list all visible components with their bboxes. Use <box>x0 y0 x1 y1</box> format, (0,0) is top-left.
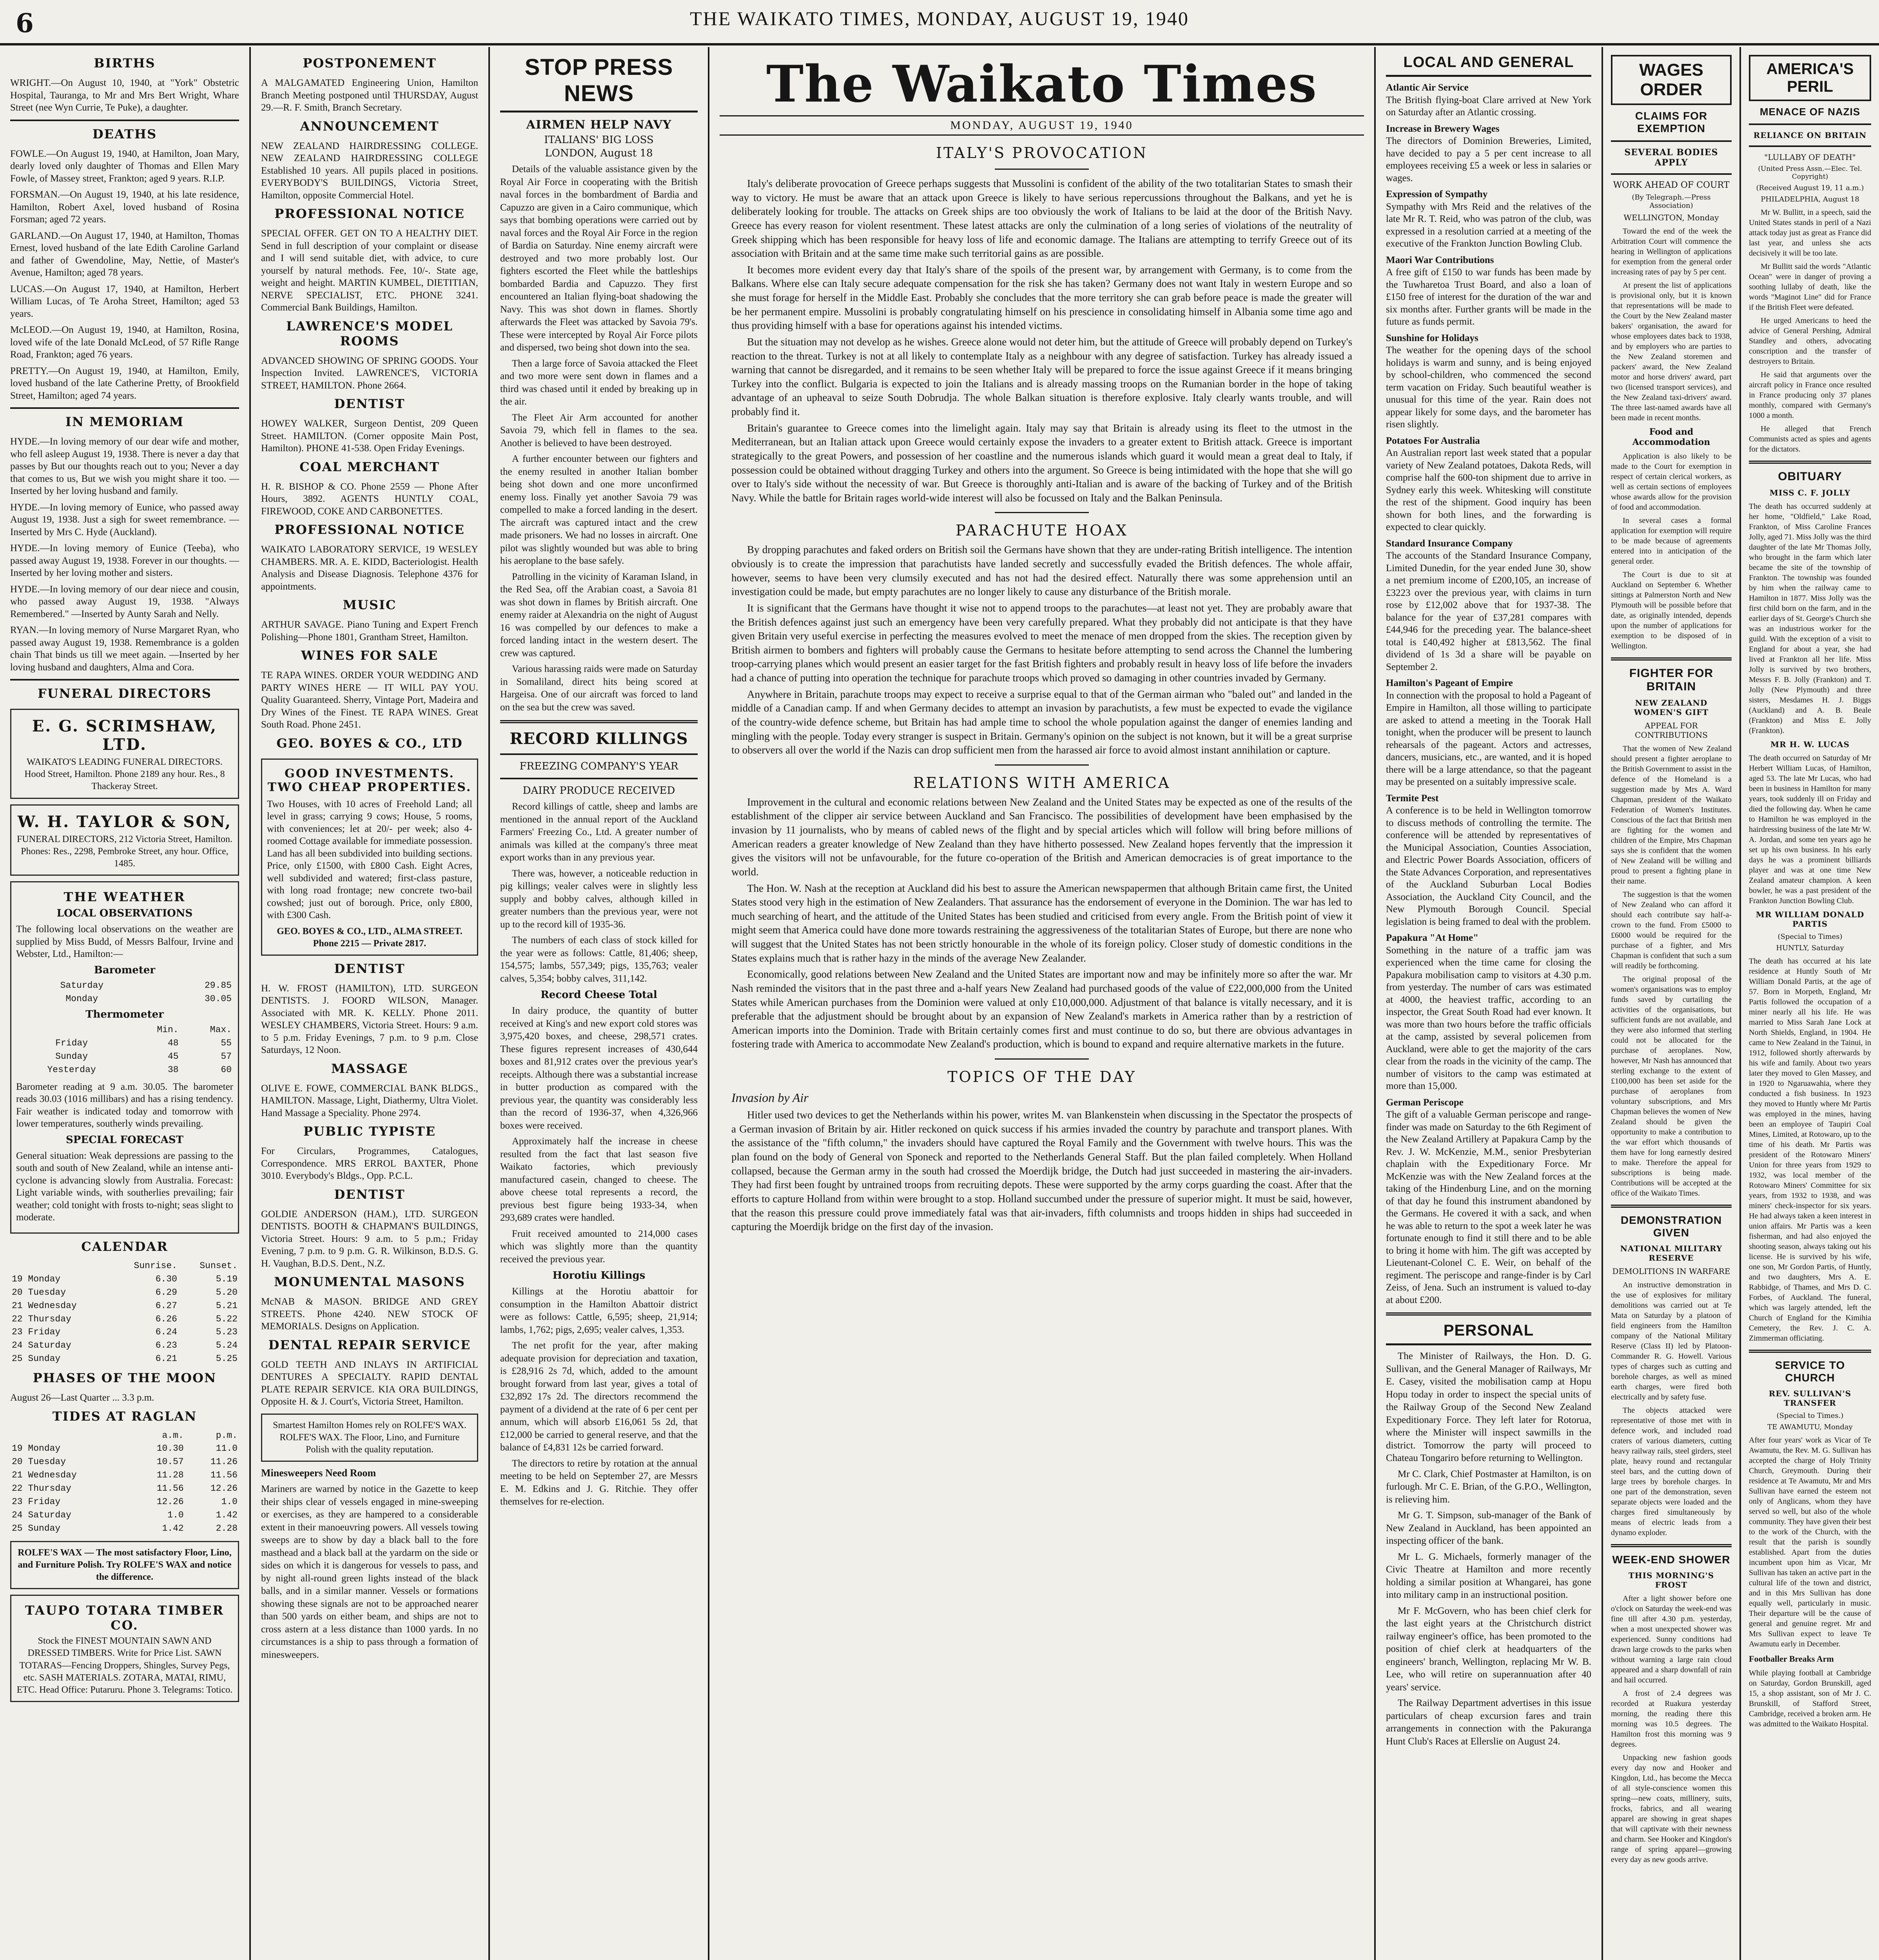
editorial-heading: TOPICS OF THE DAY <box>947 1068 1136 1085</box>
weather-heading: THE WEATHER <box>63 889 186 905</box>
memoriam-notice: HYDE.—In loving memory of our dear wife and mother, who fell asleep August 19, 1938. There is never a day that passes by But our thoughts reach out to you; Never a day that comes to us, But we wish you might share it too. —Inserted by her loving husband and family. <box>10 436 239 496</box>
death-notice: LUCAS.—On August 17, 1940, at Hamilton, Herbert William Lucas, of Te Aroha Street, Hamilton; aged 53 years. <box>10 283 239 319</box>
news-item: Maori War Contributions A free gift of £150 to war funds has been made by the Tuwharetoa Trust Board, and also a loan of £150 free of interest for the duration of the war and six months after. Further grants will be made in the future as funds permit. <box>1386 254 1591 327</box>
column-stop-press <box>490 47 709 1960</box>
table-row: 22 Thursday 6.26 5.22 <box>12 1314 238 1324</box>
wages-deck: CLAIMS FOR EXEMPTION <box>1635 110 1708 134</box>
weather-notes: Barometer reading at 9 a.m. 30.05. The barometer reads 30.03 (1016 millibars) and has a rising tendency. Fair weather is indicated today and tomorrow with lower temperatures, southerly winds prevailing. <box>16 1081 233 1129</box>
table-row: 24 Saturday 1.0 1.42 <box>12 1510 238 1520</box>
repair-heading: DENTAL REPAIR SERVICE <box>268 1337 471 1352</box>
moon-text: August 26—Last Quarter ... 3.3 p.m. <box>10 1392 154 1403</box>
typiste-heading: PUBLIC TYPISTE <box>303 1124 436 1139</box>
death-notice: FOWLE.—On August 19, 1940, at Hamilton, Joan Mary, dearly loved only daughter of Thomas and Ellen Mary Fowle, of Massey street, Frankton; aged 9 years. R.I.P. <box>10 148 239 184</box>
professional2-notice: WAIKATO LABORATORY SERVICE, 19 WESLEY CHAMBERS. MR. A. E. KIDD, Bacteriologist. Health Analysis and Disease Diagnosis. Telephone 4376 for appointments. <box>261 544 478 592</box>
table-row: Saturday 29.85 <box>60 980 232 991</box>
column-notices <box>0 47 251 1960</box>
news-item: Increase in Brewery Wages The directors of Dominion Breweries, Limited, have decided to pay a 5 per cent increase to all employees receiving £5 a week or less in salaries or wages. <box>1386 123 1591 183</box>
news-item: Standard Insurance Company The accounts of the Standard Insurance Company, Limited Dunedin, for the year ended June 30, show a net premium income of £200,105, an increase of £3223 over the previous year, with claims in turn rose by £12,002 above that for 1937-38. The balance for the year of £37,281 compares with £44,946 for the preceding year. The balance-sheet total is £40,492 higher at £813,562. The final dividend of 1s 3d a share will be payable on September 2. <box>1386 538 1591 672</box>
births-heading: BIRTHS <box>94 56 156 71</box>
wages-dateline: WELLINGTON, Monday <box>1623 213 1719 222</box>
table-row: 22 Thursday 11.56 12.26 <box>12 1483 238 1494</box>
funeral-ad <box>10 804 239 876</box>
taupo-timber-ad: TAUPO TOTARA TIMBER CO. Stock the FINEST MOUNTAIN SAWN AND DRESSED TIMBERS. Write for Price List. SAWN TOTARAS—Fencing Droppers, Shingles, Survey Pegs, etc. SASH MATERIALS. ZOTARA, MATAI, RIMU, ETC. Head Office: Putaruru. Phone 3. Telegrams: Totico. <box>10 1595 239 1702</box>
memoriam-heading: IN MEMORIAM <box>65 414 184 429</box>
massage-heading: MASSAGE <box>331 1061 408 1076</box>
running-head: THE WAIKATO TIMES, MONDAY, AUGUST 19, 1940 <box>690 7 1189 29</box>
news-item: Termite Pest A conference is to be held in Wellington tomorrow to discuss methods of controlling the termite. The conference will be attended by representatives of the Municipal Association, Counties Association, and Electric Power Boards Association, officers of the State Advances Corporation, and representatives of the Auckland Suburban Local Bodies Association, the Auckland City Council, and the New Plymouth Borough Council. Special legislation is being framed to deal with the problem. <box>1386 793 1591 927</box>
table-row: 25 Sunday 1.42 2.28 <box>12 1523 238 1534</box>
column-local-general <box>1376 47 1603 1960</box>
column-wages: WAGES ORDER CLAIMS FOR EXEMPTION SEVERAL BODIES APPLY WORK AHEAD OF COURT (By Telegraph.—Press Association) WELLINGTON, Monday Toward the end of the week the Arbitration Court will commence the hearing in Wellington of applications for exemption from the general order increasing rates of pay by 5 per cent. At present the list of applications is provisional only, but it is known that representations will be made to the Court by the New Zealand master bakers' organisation, the award for whose employees dates back to 1938, and by employers who are parties to the New Zealand storemen and packers' award, the New Zealand motor and horse drivers' award, part two (licensed transport services), and the New Zealand taxi-drivers' award. The three last-named awards have all been made in recent months. Food and Accommodation Application is also likely to be made to the Court for exemption in respect of certain clerical workers, as well as certain sections of employees whose awards allow for the provision of food and accommodation. In several cases a formal application for exemption will require to be made because of agreements entered into in anticipation of the general order. The Court is due to sit at Auckland on September 6. Whether sittings at Palmerston North and New Plymouth will be possible before that date, as originally intended, depends upon the number of applications for exemption to be disposed of in Wellington. FIGHTER FOR BRITAIN NEW ZEALAND WOMEN'S GIFT APPEAL FOR CONTRIBUTIONS That the women of New Zealand should present a fighter aeroplane to the British Government to assist in the defence of the Homeland is a suggestion made by Mrs A. Ward Chapman, president of the Waikato Federation of Women's Institutes. Conscious of the fact that British men are fighting for the women and children of the Empire, Mrs Chapman says she is confident that the women of New Zealand will be willing and proud to present a fighting plane in their name. The suggestion is that the women of New Zealand who can afford it should each contribute say half-a-crown to the fund. From £5000 to £6000 would be required for the purchase of a fighter, and Mrs Chapman is confident that such a sum will readily be forthcoming. The original proposal of the women's organisations was to employ funds saved by curtailing the activities of the organisations, but sufficient funds are not available, and they were also informed that sterling could not be allocated for the purchase of aeroplanes. Now, however, Mr Nash has announced that sterling exchange to the extent of £100,000 has been set aside for the purchase of aeroplanes from voluntary subscriptions, and Mrs Chapman believes the women of New Zealand should be given the opportunity to make a contribution to the war effort which thousands of them have for long earnestly desired to make. Therefore the appeal for subscriptions is being made. Contributions will be accepted at the office of the Waikato Times. DEMONSTRATION GIVEN NATIONAL MILITARY RESERVE DEMOLITIONS IN WARFARE An instructive demonstration in the use of explosives for military demolitions was carried out at Te Mata on Saturday by a platoon of field engineers from the Hamilton company of the National Military Reserve (Class II) led by Platoon-Commander R. G. Howell. Various types of charges such as cutting and borehole charges, as well as mined earth charges, were fired both electrically and by safety fuse. The objects attacked were representative of those met with in defence work, and included road craters of various diameters, cutting heavy railway rails, steel girders, steel plate, heavy round and rectangular steel bars, and the cutting down of large trees by borehole charges. In one part of the demonstration, seven separate objects were loaded and the charges fired simultaneously by means of electric leads from a dynamo exploder. WEEK-END SHOWER THIS MORNING'S FROST After a light shower before one o'clock on Saturday the week-end was fine till after 4.30 p.m. yesterday, when a most unexpected shower was experienced. Sunny conditions had drawn large crowds to the parks when without warning a large rain cloud appeared and a sharp downfall of rain and hail occurred. A frost of 2.4 degrees was recorded at Ruakura yesterday morning, the reading there this morning was 10.5 degrees. The Hamilton frost this morning was 9 degrees. Unpacking new fashion goods every day now and Hooker and Kingdon, Ltd., has become the Mecca of all style-conscience women this spring—new coats, millinery, suits, frocks, fabrics, and all wearing apparel are showing in great shapes that will captivate with their newness and charm. See Hooker and Kingdon's range of spring apparel—growing every day as new goods arrive. <box>1603 47 1741 1960</box>
professional-heading: PROFESSIONAL NOTICE <box>274 206 465 221</box>
wines-heading: WINES FOR SALE <box>301 648 438 663</box>
masthead: The Waikato Times <box>766 55 1317 114</box>
column-america: AMERICA'S PERIL MENACE OF NAZIS RELIANCE ON BRITAIN "LULLABY OF DEATH" (United Press Assn.—Elec. Tel. Copyright) (Received August 19, 11 a.m.) PHILADELPHIA, August 18 Mr W. Bullitt, in a speech, said the United States stands in peril of a Nazi attack today just as great as France did last year, and unless she acts decisively it will be too late. Mr Bullitt said the words "Atlantic Ocean" were in danger of proving a soothing lullaby of death, like the words "Maginot Line" did for France if the British Fleet were defeated. He urged Americans to heed the advice of General Pershing, Admiral Standley and others, advocating conscription and the transfer of destroyers to Britain. He said that arguments over the aircraft policy in France once resulted in France producing only 37 planes monthly, compared with Germany's 1000 a month. He alleged that French Communists acted as spies and agents for the dictators. OBITUARY MISS C. F. JOLLY The death has occurred suddenly at her home, "Oldfield," Lake Road, Frankton, of Miss Caroline Frances Jolly, aged 71. Miss Jolly was the third daughter of the late Mr Thomas Jolly, who brought in the farm which later became the site of the township of Frankton. The township was founded by him when the railway came to Hamilton in 1877. Miss Jolly was the first child born on the farm, and in the earlier days of St. George's Church she was an industrious worker for the guild. With the exception of a visit to England for about a year, she had lived at Frankton all her life. Miss Jolly is survived by two brothers, Messrs F. B. Jolly (Frankton) and T. Jolly (New Plymouth) and three sisters, Mesdames H. J. Biggs (Auckland) and A. B. Beale (Frankton) and Miss E. Jolly (Frankton). MR H. W. LUCAS The death occurred on Saturday of Mr Herbert William Lucas, of Hamilton, aged 53. The late Mr Lucas, who had been in business in Hamilton for many years, took suddenly ill on Friday and died the following day. When he came to Hamilton he was employed in the hairdressing business of the late Mr W. A. Jordan, and some ten years ago he set up his own business. In his early days he was a prominent billiards player and was at one time New Zealand amateur champion. A keen bowler, he was a past president of the Frankton Junction Bowling Club. MR WILLIAM DONALD PARTIS (Special to Times) HUNTLY, Saturday The death has occurred at his late residence at Huntly South of Mr William Donald Partis, at the age of 57. Born in Morpeth, England, Mr Partis followed the occupation of a miner nearly all his life. He was married to Miss Sarah Jane Lock at North Shields, England, in 1904. He came to New Zealand in the Tainui, in 1912, followed shortly afterwards by his wife and family. About two years later they moved to Glen Massey, and in 1920 to Ngaruawahia, where they conducted a fish business. In 1923 they moved to Huntly where Mr Partis was employed in the mines, having been an employee of Taupiri Coal Mines, Limited, at Rotowaro, up to the time of his death. Mr Partis was president of the Rotowaro Miners' Union for three years from 1929 to 1932, was local member of the Rotowaro Miners' Committee for six years, from 1932 to 1938, and was miners' check-inspector for six years. He had always taken a keen interest in union affairs. Mr Partis was a keen fisherman, and had also enjoyed the shooting season, always taking out his license. He is survived by his wife, one son, Mr Gordon Partis, of Huntly, and two daughters, Mrs A. E. Rabbidge, of Thames, and Mrs D. C. Forbes, of Auckland. The funeral, which was largely attended, left the Church of England for the Kimihia Cemetery, the Rev. J. C. A. Zimmerman officiating. SERVICE TO CHURCH REV. SULLIVAN'S TRANSFER (Special to Times.) TE AWAMUTU, Monday After four years' work as Vicar of Te Awamutu, the Rev. M. G. Sullivan has accepted the charge of Holy Trinity Church, Greymouth. During their residence at Te Awamutu, Mr and Mrs Sullivan have earned the esteem not only of Anglicans, whom they have served so well, but also of the whole community. They have given their best to the work of the Church, with the result that the parish is soundly established. Apart from the duties incumbent upon him as Vicar, Mr Sullivan has taken an active part in the cultural life of the town and district, and in this Mrs Sullivan has done equally well, particularly in music. Their departure will be the cause of general and genuine regret. Mr and Mrs Sullivan expect to leave Te Awamutu early in December. Footballer Breaks Arm While playing football at Cambridge on Saturday, Gordon Brunskill, aged 15, a shop assistant, son of Mr J. C. Brunskill, of Stafford Street, Cambridge, received a broken arm. He was admitted to the Waikato Hospital. <box>1741 47 1879 1960</box>
table-row: 23 Friday 12.26 1.0 <box>12 1497 238 1507</box>
personal-banner: PERSONAL <box>1386 1322 1591 1345</box>
record-killings-sub: FREEZING COMPANY'S YEAR <box>519 760 678 772</box>
professional-notice: SPECIAL OFFER. GET ON TO A HEALTHY DIET. Send in full description of your complaint or disease and I will send suitable diet, with advice, to cure yourself by natural methods. Fee, 10/-. State age, weight and height. MARTIN KUMBEL, DIETITIAN, NERVE SPECIALIST, ETC. PHONE 3241. Commercial Bank Buildings, Hamilton. <box>261 228 478 313</box>
coal-heading: COAL MERCHANT <box>299 459 440 474</box>
professional2-heading: PROFESSIONAL NOTICE <box>274 522 465 537</box>
table-row: Min. Max. <box>157 1025 232 1035</box>
wages-deck-2: SEVERAL BODIES APPLY <box>1624 147 1718 168</box>
editorial-body: Italy's deliberate provocation of Greece perhaps suggests that Mussolini is confident of the ability of the two totalitarian States to smash their way to victory. He must be aware that an attack upon Greece is likely to have serious repercussions throughout the Balkans, and yet he is deliberately looking for trouble. The attacks on Greek ships are too obviously the work of Italians to be laid at the door of the British Navy. Greece has every reason for violent resentment. These latest attacks are only the culmination of a long series of violations of the neutrality of Greek shipping which has been responsible for heavy loss of life and economic damage. The Italians are attempting to terrify Greece out of its association with Britain and at the same time make such territorial gains as are possible. It becomes more evident every day that Italy's share of the spoils of the present war, by arrangement with Germany, is to come from the Balkans. Where else can Italy secure adequate compensation for the risk she has taken? Germany does not want Italy in western Europe and so she must forage for herself in the Middle East. Probably she concludes that the more territory she can grab before peace is made the greater will be her permanent empire. Mussolini is probably congratulating himself on his prescience in consolidating himself in Albania some time ago and thus providing himself with a base for operations against his intended victims. But the situation may not develop as he wishes. Greece alone would not deter him, but the attitude of Greece will probably depend on Turkey's reaction to the threat. Turkey is not at all likely to contemplate Italy as a neighbour with any degree of satisfaction. Turkey has already issued a warning that cannot be disregarded, and it remains to be seen whether Italy will be prepared to force the issue against Greece if it means bringing Turkey into the conflict. Bulgaria is expected to join the Italians and is already massing troops on the Rumanian border in the hope of taking advantage of an upheaval to seize South Dobrudja. The whole Balkan situation is therefore explosive. Italy clearly wants trouble, and will probably find it. Britain's guarantee to Greece comes into the limelight again. Italy may say that Britain is already using its fleet to the utmost in the Mediterranean, but an Italian attack upon Greece would certainly expose the invaders to a greater extent to British attack. Greece is important strategically to the great Powers, and possession of her coastline and the numerous islands which guard it would mean a great deal to Italy, if possession could be obtained without dragging Turkey and others into the argument. So Greece is being intimidated with the hope that she will go over to Italy's side without the necessity of war. But Greece is thoroughly anti-Italian and is aware of the backing of Turkey and of the British Navy. While the battle for Britain rages world-wide interest will also be focussed on Italy and the Balkan Peninsula. <box>731 178 1352 504</box>
stop-press-banner: STOP PRESS NEWS <box>500 54 698 113</box>
page-header <box>0 0 1879 45</box>
table-row: Friday 48 55 <box>55 1038 232 1049</box>
editorial-body: Improvement in the cultural and economic relations between New Zealand and the United States may be expected as one of the results of the establishment of the clipper air service between Auckland and San Francisco. The possibilities of development have been emphasised by the invasion by 11 journalists, who by means of cabled news of the flight and by special articles which will follow will bring before millions of American readers a greater knowledge of New Zealand than they have hitherto possessed. New Zealand hopes fervently that the impression it gives the visitors will not be unfavourable, for the future co-operation of the British and American democracies is of great importance to the world. The Hon. W. Nash at the reception at Auckland did his best to assure the American newspapermen that although Britain came first, the United States stood very high in the estimation of New Zealanders. That assurance has the endorsement of everyone in the Dominion. The war has led to much searching of heart, and the attitude of the United States has been studied and criticised from every angle. From the British point of view it might seem that America could have done more towards restraining the aggressiveness of the totalitarian States of Europe, but there are none who will suggest that the United States has not been strictly honourable in the whole of its foreign policy. Closer study of domestic conditions in the States explains much that is rather hazy in the minds of the average New Zealander. Economically, good relations between New Zealand and the United States are important now and may be infinitely more so after the war. Mr Nash reminded the visitors that in the past three and a-half years New Zealand had purchased goods of the value of £22,000,000 from the United States while American purchases from the Dominion were valued at only £10,000,000. Adjustment of that balance is vitally necessary, and it is preferable that the adjustment should be brought about by an expansion of New Zealand's markets in America rather than by a restriction of American imports into the Dominion. Trade with Britain certainly comes first and must continue to do so, but there are obvious advantages in fostering trade with America to accommodate New Zealand's production, which is bound to expand and require alternative markets in the future. <box>731 796 1352 1050</box>
america-banner: AMERICA'S PERIL <box>1749 55 1871 101</box>
local-general-banner: LOCAL AND GENERAL <box>1386 54 1591 77</box>
funeral-ad-name: W. H. TAYLOR & SON, <box>17 812 232 831</box>
weather-subheading: LOCAL OBSERVATIONS <box>56 907 193 920</box>
news-item: Atlantic Air Service The British flying-boat Clare arrived at New York on Saturday after an Atlantic crossing. <box>1386 82 1591 118</box>
funeral-ad-text: FUNERAL DIRECTORS, 212 Victoria Street, Hamilton. Phones: Res., 2298, Pembroke Street, any hour. Office, 1485. <box>16 834 233 869</box>
news-item: German Periscope The gift of a valuable German periscope and range-finder was made on Saturday to the 6th Regiment of the New Zealand Artillery at Papakura Camp by the Rev. J. W. McKenzie, M.M., senior Presbyterian chaplain with the Expeditionary Force. Mr McKenzie was with the New Zealand forces at the taking of the Hindenburg Line, and on the morning of that day he found this instrument abandoned by the Germans. He covered it with a sack, and when he was able to return to the spot a week later he was fortunate enough to find it still there and to be able to bring it home with him. The gift was accepted by Lieutenant-Colonel C. E. Weir, on behalf of the regiment. The periscope and range-finder is by Carl Zeiss, of Jena. Such an instrument is valued to-day at about £200. <box>1386 1097 1591 1305</box>
wages-banner: WAGES ORDER <box>1611 55 1732 105</box>
coal-notice: H. R. BISHOP & CO. Phone 2559 — Phone After Hours, 3892. AGENTS HUNTLY COAL, FIREWOOD, COKE AND CARBONETTES. <box>261 481 478 517</box>
table-row: 19 Monday 10.30 11.0 <box>12 1443 238 1454</box>
news-item: Expression of Sympathy Sympathy with Mrs Reid and the relatives of the late Mr R. T. Reid, who was patron of the club, was expressed in a resolution carried at a meeting of the executive of the Frankton Junction Bowling Club. <box>1386 189 1591 249</box>
wages-deck-3: WORK AHEAD OF COURT <box>1613 180 1730 190</box>
funeral-heading: FUNERAL DIRECTORS <box>38 686 212 701</box>
announcement-notice: NEW ZEALAND HAIRDRESSING COLLEGE. NEW ZEALAND HAIRDRESSING COLLEGE Established 10 years. All pupils placed in positions. EVERYBODY'S BUILDINGS, Victoria Street, Hamilton, opposite Commercial Hotel. <box>261 140 478 201</box>
lawrence-heading: LAWRENCE'S MODEL ROOMS <box>286 318 453 348</box>
editorial-heading: ITALY'S PROVOCATION <box>936 144 1148 162</box>
death-notice: GARLAND.—On August 17, 1940, at Hamilton, Thomas Ernest, loved husband of the late Edith Caroline Garland and father of Gwendoline, May, Nettie, of Master's Avenue, Hamilton; aged 78 years. <box>10 230 239 278</box>
funeral-ad-text: WAIKATO'S LEADING FUNERAL DIRECTORS. Hood Street, Hamilton. Phone 2189 any hour. Res., 8 Thackeray Street. <box>24 757 225 792</box>
deaths-heading: DEATHS <box>92 126 157 142</box>
column-right <box>1603 47 1879 1960</box>
news-item: Hamilton's Pageant of Empire In connection with the proposal to hold a Pageant of Empire in Hamilton, all those willing to participate are asked to attend a meeting in the Toorak Hall tonight, when the producer will be present to launch rehearsals of the pageant. Actors and actresses, dancers, musicians, etc., are wanted, and it is hoped there will be a large attendance, so that the pageant may be presented on a suitably impressive scale. <box>1386 678 1591 787</box>
wines-notice: TE RAPA WINES. ORDER YOUR WEDDING AND PARTY WINES HERE — IT WILL PAY YOU. Quality Guaranteed. Sherry, Vintage Port, Madeira and Dry Wines of the Finest. TE RAPA WINES. Great South Road. Phone 2451. <box>261 670 478 730</box>
postponement-notice: A MALGAMATED Engineering Union, Hamilton Branch Meeting postponed until THURSDAY, August 29.—R. F. Smith, Branch Secretary. <box>261 78 478 113</box>
story-body: Details of the valuable assistance given by the Royal Air Force in cooperating with the British naval forces in the bombardment of Bardia and Capuzzo are given in a Cairo communique, which says that bombing operations were carried out by naval forces and the Royal Air Force in the region of Bardia on Saturday. Nine enemy aircraft were destroyed and two more probably lost. Our fighters escorted the Fleet while the battleships bombarded Bardia and Capuzzo. They first encountered an Italian flying-boat shadowing the Navy. This was shot down in flames. Shortly afterwards the Fleet was attacked by Savoia 79's. These were intercepted by Royal Air Force pilots and dispersed, two being shot down into the sea. Then a large force of Savoia attacked the Fleet and two more were sent down in flames and a third was chased until it ended by breaking up in the air. The Fleet Air Arm accounted for another Savoia 79, which fell in flames to the sea. Another is believed to have been destroyed. A further encounter between our fighters and the enemy resulted in another Italian bomber being shot down and one more unconfirmed enemy loss. Finally yet another Savoia 79 was compelled to make a forced landing in the desert. The aircraft was captured intact and the crew made prisoners. We had no losses in aircraft. One pilot was slightly wounded but was able to bring his aeroplane to the base safely. Patrolling in the vicinity of Karaman Island, in the Red Sea, off the Arabian coast, a Savoia 81 was shot down in flames by British aircraft. One enemy raider at Alexandria on the night of August 16 was compelled by our defences to make a forced landing intact in the western desert. The crew was captured. Various harassing raids were made on Saturday in Somaliland, direct hits being scored at Hargeisa. One of our aircraft was forced to land on the sea but the crew was saved. <box>500 164 698 713</box>
wages-credit: (By Telegraph.—Press Association) <box>1632 193 1711 210</box>
dentist2-heading: DENTIST <box>334 961 405 976</box>
thermometer-heading: Thermometer <box>85 1009 164 1021</box>
music-heading: MUSIC <box>343 597 397 612</box>
typiste-notice: For Circulars, Programmes, Catalogues, Correspondence. MRS ERROL BAXTER, Phone 3010. Everybody's Bldgs., Opp. P.C.L. <box>261 1146 478 1181</box>
record-killings-headline: RECORD KILLINGS <box>510 730 688 748</box>
table-row: 21 Wednesday 6.27 5.21 <box>12 1300 238 1311</box>
table-row: Yesterday 38 60 <box>47 1065 232 1075</box>
postponement-heading: POSTPONEMENT <box>303 56 437 71</box>
horotiu-body: Killings at the Horotiu abattoir for consumption in the Hamilton Abattoir district were as follows: Cattle, 6,595; sheep, 21,914; lambs, 1,762; pigs, 2,695; vealer calves, 1,353. The net profit for the year, after making adequate provision for depreciation and taxation, is £28,916 2s 7d, which, added to the amount brought forward from last year, gives a total of £32,892 17s 2d. The directors recommend the payment of a dividend at the rate of 6 per cent per annum, which will absorb £16,061 5s 2d, that £12,000 be carried to general reserve, and that the balance of £4,831 12s be carried forward. The directors to retire by rotation at the annual meeting to be held on September 27, are Messrs E. M. Edkins and J. G. Ritchie. They offer themselves for re-election. <box>500 1286 698 1507</box>
editorial-body: By dropping parachutes and faked orders on British soil the Germans have shown that they are under-rating British intelligence. The intention obviously is to create the impression that parachutists have landed secretly and successfully evaded the British defences. The whole affair, however, seems to have been very clumsily executed and has not had the desired effect. Naturally there was some apprehension until an investigation could be made, but empty parachutes are no longer likely to cause any disturbance of the British morale. It is significant that the Germans have thought it wise not to append troops to the parachutes—at least not yet. They are probably aware that the British defences against just such an emergency have been very carefully prepared. What they probably did not anticipate is that they have given Britain very useful exercise in perfecting the measures evolved to meet the menace of men dropped from the skies. The reception given by British airmen to bombers and fighters will probably cause the Germans to hesitate before attempting to send across the Channel the lumbering troop-carrying planes which would present an easier target for the fast British fighters and probably result in heavy loss of life before the invaders had a chance of putting into operation the technique for parachute troops which proved so damaging in other countries invaded by Germany. Anywhere in Britain, parachute troops may expect to receive a surprise equal to that of the German airman who "baled out" and landed in the middle of a Canadian camp. If and when Germany decides to attempt an invasion by parachutists, a few must be expected to evade the vigilance of the country-wide defence scheme, but Britain has had ample time to school the whole population against the danger of enemies landing and mingling with the people. Today every stranger is suspect in Britain. Germany's opinion on the subject is not known, but it will be a great surprise to observers all over the world if the Nazis can drop sufficient men from the harassed air force to avoid almost instant annihilation or capture. <box>731 544 1352 756</box>
fighter-banner: FIGHTER FOR BRITAIN <box>1629 667 1714 693</box>
rolfes-wax-ad-2: Smartest Hamilton Homes rely on ROLFE'S WAX. ROLFE'S WAX. The Floor, Lino, and Furniture Polish with the quality reputation. <box>261 1414 478 1462</box>
announcement-heading: ANNOUNCEMENT <box>300 118 439 134</box>
massage-notice: OLIVE E. FOWE, COMMERCIAL BANK BLDGS., HAMILTON. Massage, Light, Diathermy, Ultra Violet. Hand Massage a Speciality. Phone 2974. <box>261 1083 478 1118</box>
boyes-ad: GOOD INVESTMENTS. TWO CHEAP PROPERTIES. Two Houses, with 10 acres of Freehold Land; all level in grass; carrying 9 cows; House, 5 rooms, with conveniences; let at 20/- per week; also 4-roomed Cottage available for immediate possession. Land has all been subdivided into building sections. Price, only £1500, with £800 Cash. Eight Acres, well subdivided and watered; first-class pasture, with long road frontage; new concrete two-bail cowshed; just out of borough. Price, only £800, with £300 Cash. GEO. BOYES & CO., LTD., ALMA STREET. Phone 2215 — Private 2817. <box>261 759 478 956</box>
calendar-heading: CALENDAR <box>81 1239 168 1254</box>
dentist-heading: DENTIST <box>334 396 405 411</box>
repair-notice: GOLD TEETH AND INLAYS IN ARTIFICIAL DENTURES A SPECIALTY. RAPID DENTAL PLATE REPAIR SERVICE. KIA ORA BUILDINGS, Opposite H. & J. Court's, Victoria Street, Hamilton. <box>261 1359 478 1407</box>
table-row: Sunday 45 57 <box>55 1051 232 1062</box>
boyes-heading: GEO. BOYES & CO., LTD <box>276 735 463 751</box>
record-killings-sub2: DAIRY PRODUCE RECEIVED <box>522 785 675 797</box>
monumental-notice: McNAB & MASON. BRIDGE AND GREY STREETS. Phone 4240. NEW STOCK OF MEMORIALS. Designs on Application. <box>261 1296 478 1332</box>
news-item: Sunshine for Holidays The weather for the opening days of the school holidays is warm and sunny, and is being enjoyed by school-children, who commenced the second term vacation on Friday. Such beautiful weather is unusual for this time of the year. Rain does not appear likely for some days, and the barometer has risen slightly. <box>1386 332 1591 430</box>
lawrence-notice: ADVANCED SHOWING OF SPRING GOODS. Your Inspection Invited. LAWRENCE'S, VICTORIA STREET, HAMILTON. Phone 2664. <box>261 355 478 391</box>
record-killings-body: Record killings of cattle, sheep and lambs are mentioned in the annual report of the Auckland Farmers' Freezing Co., Ltd. A greater number of animals was killed at the company's three meat export works than in any previous year. There was, however, a noticeable reduction in pig killings; vealer calves were in slightly less supply and bobby calves, although killed in greater numbers than the previous year, were not up to the record kill of 1935-36. The numbers of each class of stock killed for the year were as follows: Cattle, 81,406; sheep, 154,575; lambs, 557,349; pigs, 135,763; vealer calves, 5,354; bobby calves, 311,142. <box>500 801 698 984</box>
weather-box <box>10 881 239 1234</box>
dentist2-notice: H. W. FROST (HAMILTON), LTD. SURGEON DENTISTS. J. FOORD WILSON, Manager. Associated with MR. K. KELLY. Phone 2011. WESLEY CHAMBERS, Victoria Street. Hours: 9 a.m. to 5 p.m. Friday Evenings, 7 p.m. to 9 p.m. Close Saturdays, 12 Noon. <box>261 983 478 1056</box>
story-headline: AIRMEN HELP NAVY <box>526 118 672 132</box>
table-row: Sunrise. Sunset. <box>134 1260 238 1271</box>
birth-notice: WRIGHT.—On August 10, 1940, at "York" Obstetric Hospital, Tauranga, to Mr and Mrs Bert Wright, Whare Street (nee Wyn Currie, Te Puke), a daughter. <box>10 78 239 113</box>
memoriam-notice: HYDE.—In loving memory of Eunice (Teeba), who passed away August 19, 1938. Forever in our thoughts. —Inserted by her loving mother and sisters. <box>10 543 239 578</box>
table-row: 20 Tuesday 10.57 11.26 <box>12 1457 238 1467</box>
dentist3-heading: DENTIST <box>334 1187 405 1202</box>
barometer-table <box>16 979 233 1006</box>
death-notice: FORSMAN.—On August 19, 1940, at his late residence, Hamilton, Robert Axel, loved husband of Rosina Forsman; aged 72 years. <box>10 189 239 225</box>
dentist-notice: HOWEY WALKER, Surgeon Dentist, 209 Queen Street. HAMILTON. (Corner opposite Main Post, Hamilton). PHONE 41-538. Open Friday Evenings. <box>261 418 478 454</box>
table-row: 21 Wednesday 11.28 11.56 <box>12 1470 238 1481</box>
church-banner: SERVICE TO CHURCH <box>1775 1359 1845 1384</box>
tides-heading: TIDES AT RAGLAN <box>52 1408 197 1424</box>
story-subheadline: ITALIANS' BIG LOSS <box>544 134 654 146</box>
funeral-ad-name: E. G. SCRIMSHAW, LTD. <box>32 717 218 754</box>
music-notice: ARTHUR SAVAGE. Piano Tuning and Expert French Polishing—Phone 1801, Grantham Street, Hamilton. <box>261 619 478 642</box>
tides-table <box>10 1429 239 1535</box>
editorial-dateline: MONDAY, AUGUST 19, 1940 <box>720 115 1364 136</box>
memoriam-notice: HYDE.—In loving memory of Eunice, who passed away August 19, 1938. Just a sigh for sweet remembrance. —Inserted by Mrs C. Hyde (Auckland). <box>10 502 239 537</box>
cheese-subheading: Record Cheese Total <box>540 989 657 1001</box>
minesweepers-heading: Minesweepers Need Room <box>261 1467 376 1479</box>
funeral-ad <box>10 709 239 799</box>
forecast-heading: SPECIAL FORECAST <box>65 1134 184 1146</box>
table-row: 23 Friday 6.24 5.23 <box>12 1327 238 1338</box>
table-row: 19 Monday 6.30 5.19 <box>12 1274 238 1284</box>
moon-heading: PHASES OF THE MOON <box>33 1370 217 1386</box>
editorial-body: Invasion by Air Hitler used two devices to get the Netherlands within his power, writes M. van Blankenstein when discussing in the Spectator the prospects of a German invasion of Britain by air. Hitler reckoned on quick success if his armies invaded the country by parachute and transport planes. With the assistance of the "fifth column," the invaders should have captured the Royal Family and the Government with twelve hours. This was the plan found on the body of General von Sponeck and reported to the Netherlands General Staff. But the plan failed completely. When Holland collapsed, because the German army in the south had crossed the Moerdijk bridge, the Dutch had just succeeded in mastering the air-invaders. They had first been fought by untrained troops from recruiting depots. These were supported by the army corps guarding the coast. After that the efforts to capture Holland from within were brought to a stop. Holland succumbed under the pressure of superior might. It must be said, however, that the reason this pressure could prove immediately fatal was that air-invaders, fifth columnists and troops hidden in ships had succeeded in capturing the Moerdijk bridge on the first day of the invasion. <box>731 1091 1352 1233</box>
table-row: Monday 30.05 <box>65 993 232 1004</box>
obituary-banner: OBITUARY <box>1778 470 1842 483</box>
death-notice: PRETTY.—On August 19, 1940, at Hamilton, Emily, loved husband of the late Catherine Pretty, of Brookfield Street, Hamilton; aged 74 years. <box>10 365 239 401</box>
barometer-heading: Barometer <box>94 964 156 976</box>
table-row: 20 Tuesday 6.29 5.20 <box>12 1287 238 1298</box>
memoriam-notice: HYDE.—In loving memory of our dear niece and cousin, who passed away August 19, 1938. "Always Remembered." —Inserted by Aunty Sarah and Nelly. <box>10 584 239 619</box>
shower-banner: WEEK-END SHOWER <box>1612 1553 1730 1566</box>
column-classifieds <box>251 47 490 1960</box>
rolfes-wax-ad: ROLFE'S WAX — The most satisfactory Floor, Lino, and Furniture Polish. Try ROLFE'S WAX and notice the difference. <box>10 1541 239 1590</box>
forecast-text: General situation: Weak depressions are passing to the south and south of New Zealand, while an intense anti-cyclone is advancing slowly from Australia. Forecast: Light variable winds, with southerlies prevailing; fair weather; cold tonight with frosts to-night; seas slight to moderate. <box>16 1150 233 1223</box>
column-editorial <box>709 47 1376 1960</box>
page-number: 6 <box>16 8 34 38</box>
monumental-heading: MONUMENTAL MASONS <box>274 1274 465 1290</box>
minesweepers-text: Mariners are warned by notice in the Gazette to keep their ships clear of vessels engaged in mine-sweeping or exercises, as they are hampered to a considerable extent in their manoeuvring powers. All vessels towing sweeps are to show by day a black ball to the fore masthead and a black ball at the yardarm on the side or sides on which it is dangerous for vessels to pass, and by night all-round green lights instead of the black balls, and in a similar manner. Vessels or formations showing these signals are not to be approached nearer than 500 yards on either beam, and ships are not to cross astern at a less distance than 1000 yards. In no circumstances is a ship to pass through a formation of minesweepers. <box>261 1484 478 1660</box>
demo-banner: DEMONSTRATION GIVEN <box>1620 1214 1722 1239</box>
table-row: 25 Sunday 6.21 5.25 <box>12 1354 238 1364</box>
news-item: Papakura "At Home" Something in the nature of a traffic jam was experienced when the time came for closing the Papakura mobilisation camp to visitors at 4.30 p.m. from yesterday. The number of cars was estimated at 4000, the heaviest traffic, according to an inspector, the Great South Road had ever known. It was more than two hours before the traffic officials at the camp, assisted by several policemen from Auckland, were able to get the majority of the cars clear from the roads in the vicinity of the camp. The number of visitors to the camp was estimated at more than 15,000. <box>1386 933 1591 1091</box>
calendar-table <box>10 1259 239 1366</box>
editorial-heading: RELATIONS WITH AMERICA <box>913 774 1171 791</box>
story-dateline: LONDON, August 18 <box>545 147 653 159</box>
news-item: Potatoes For Australia An Australian report last week stated that a popular variety of New Zealand potatoes, Dakota Reds, will comprise half the 600-ton shipment due to arrive in Sydney early this week. Whitesking will constitute the rest of the shipment. Good inquiry has been shown for both lines, and the forwarding is expected to clear quickly. <box>1386 435 1591 532</box>
table-row: a.m. p.m. <box>162 1430 238 1441</box>
horotiu-subheading: Horotiu Killings <box>552 1270 646 1281</box>
personal-body: The Minister of Railways, the Hon. D. G. Sullivan, and the General Manager of Railways, Mr E. Casey, visited the mobilisation camp at Hopu Hopu today in order to inspect the special units of the Railway Group of the Second New Zealand Expeditionary Force. They left later for Rotorua, where the Minister will inspect sawmills in the district. Tomorrow the party will proceed to Chateau Tongariro before returning to Wellington. Mr C. Clark, Chief Postmaster at Hamilton, is on furlough. Mr C. E. Brian, of the G.P.O., Wellington, is relieving him. Mr G. T. Simpson, sub-manager of the Bank of New Zealand in Auckland, has been appointed an inspecting officer of the bank. Mr L. G. Michaels, formerly manager of the Civic Theatre at Hamilton and more recently holding a similar position at Whangarei, has gone into military camp in an instructional position. Mr F. McGovern, who has been chief clerk for the last eight years at the Christchurch district railway engineer's office, has been promoted to the position of chief clerk at headquarters of the engineers' branch, Wellington, replacing Mr W. B. Lee, who will retire on superannuation after 40 years' service. The Railway Department advertises in this issue particulars of cheap excursion fares and train arrangements in connection with the Pakuranga Hunt Club's Races at Ellerslie on August 24. <box>1386 1351 1591 1747</box>
death-notice: McLEOD.—On August 19, 1940, at Hamilton, Rosina, loved wife of the late Donald McLeod, of 57 Rifle Range Road, Frankton; aged 76 years. <box>10 325 239 360</box>
thermometer-table <box>16 1024 233 1077</box>
memoriam-notice: RYAN.—In loving memory of Nurse Margaret Ryan, who passed away August 19, 1938. Remembrance is a golden chain That binds us till we meet again. —Inserted by her loving husband and daughters, Alma and Cora. <box>10 625 239 673</box>
table-row: 24 Saturday 6.23 5.24 <box>12 1340 238 1351</box>
cheese-body: In dairy produce, the quantity of butter received at King's and new export cold stores was 3,975,420 boxes, and cheese, 298,571 crates. These figures represent increases of 430,644 boxes and 81,912 crates over the previous year's receipts. Although there was a substantial increase in butter production as compared with the previous year, the quantity was considerably less than the record of 1936-37, when 4,326,966 boxes were received. Approximately half the increase in cheese resulted from the fact that last season five Waikato factories, which previously manufactured casein, changed to cheese. The above cheese total represents a record, the previous best figure being 1933-34, when 293,689 crates were handled. Fruit received amounted to 214,000 cases which was slightly more than the quantity received the previous year. <box>500 1005 698 1265</box>
weather-intro: The following local observations on the weather are supplied by Miss Budd, of Messrs Balfour, Irvine and Webster, Ltd., Hamilton:— <box>16 924 233 960</box>
editorial-heading: PARACHUTE HOAX <box>956 522 1128 539</box>
dentist3-notice: GOLDIE ANDERSON (HAM.), LTD. SURGEON DENTISTS. BOOTH & CHAPMAN'S BUILDINGS, Victoria Street. Hours: 9 a.m. to 5 p.m.; Friday Evening, 7 p.m. to 9 p.m. G. R. Wilkinson, B.D.S. G. H. Vaughan, B.D.S. Dent., N.Z. <box>261 1209 478 1269</box>
